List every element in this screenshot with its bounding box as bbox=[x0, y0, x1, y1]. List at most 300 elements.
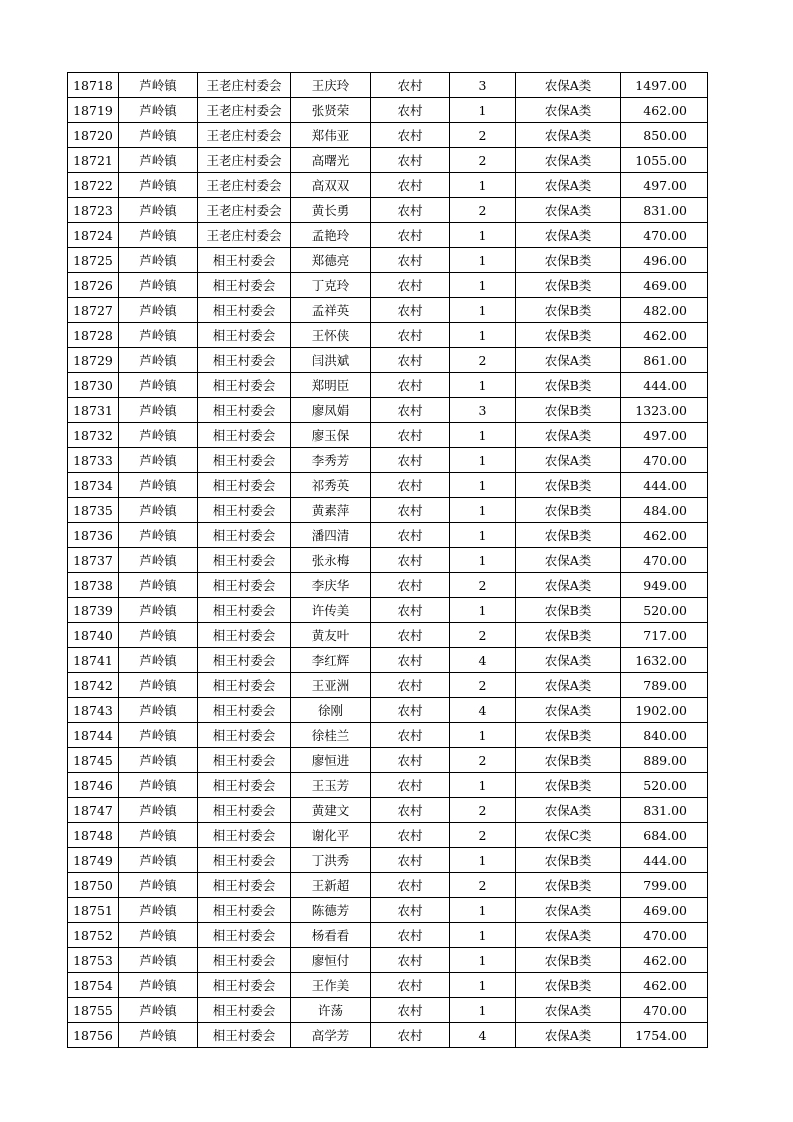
amount-cell: 444.00 bbox=[621, 473, 708, 498]
town-cell: 芦岭镇 bbox=[119, 73, 198, 98]
household-size-cell: 4 bbox=[450, 1023, 516, 1048]
amount-cell: 861.00 bbox=[621, 348, 708, 373]
village-cell: 相王村委会 bbox=[198, 723, 291, 748]
category-cell: 农保A类 bbox=[516, 998, 621, 1023]
area-cell: 农村 bbox=[371, 623, 450, 648]
amount-cell: 470.00 bbox=[621, 923, 708, 948]
serial-cell: 18754 bbox=[68, 973, 119, 998]
name-cell: 王亚洲 bbox=[291, 673, 371, 698]
serial-cell: 18740 bbox=[68, 623, 119, 648]
table-row bbox=[68, 698, 708, 723]
category-cell: 农保B类 bbox=[516, 398, 621, 423]
amount-cell: 1497.00 bbox=[621, 73, 708, 98]
town-cell: 芦岭镇 bbox=[119, 423, 198, 448]
table-row bbox=[68, 848, 708, 873]
name-cell: 李庆华 bbox=[291, 573, 371, 598]
serial-cell: 18719 bbox=[68, 98, 119, 123]
village-cell: 相王村委会 bbox=[198, 423, 291, 448]
amount-cell: 497.00 bbox=[621, 173, 708, 198]
household-size-cell: 2 bbox=[450, 573, 516, 598]
category-cell: 农保B类 bbox=[516, 273, 621, 298]
serial-cell: 18733 bbox=[68, 448, 119, 473]
village-cell: 王老庄村委会 bbox=[198, 173, 291, 198]
village-cell: 王老庄村委会 bbox=[198, 148, 291, 173]
village-cell: 相王村委会 bbox=[198, 823, 291, 848]
serial-cell: 18735 bbox=[68, 498, 119, 523]
amount-cell: 462.00 bbox=[621, 973, 708, 998]
area-cell: 农村 bbox=[371, 673, 450, 698]
serial-cell: 18739 bbox=[68, 598, 119, 623]
village-cell: 相王村委会 bbox=[198, 623, 291, 648]
household-size-cell: 2 bbox=[450, 198, 516, 223]
town-cell: 芦岭镇 bbox=[119, 923, 198, 948]
category-cell: 农保A类 bbox=[516, 648, 621, 673]
village-cell: 相王村委会 bbox=[198, 698, 291, 723]
village-cell: 相王村委会 bbox=[198, 898, 291, 923]
amount-cell: 831.00 bbox=[621, 798, 708, 823]
name-cell: 黄长勇 bbox=[291, 198, 371, 223]
amount-cell: 1632.00 bbox=[621, 648, 708, 673]
amount-cell: 1323.00 bbox=[621, 398, 708, 423]
table-row bbox=[68, 298, 708, 323]
town-cell: 芦岭镇 bbox=[119, 473, 198, 498]
amount-cell: 799.00 bbox=[621, 873, 708, 898]
serial-cell: 18755 bbox=[68, 998, 119, 1023]
area-cell: 农村 bbox=[371, 98, 450, 123]
category-cell: 农保B类 bbox=[516, 948, 621, 973]
roster-table bbox=[67, 72, 708, 1048]
area-cell: 农村 bbox=[371, 773, 450, 798]
household-size-cell: 2 bbox=[450, 748, 516, 773]
amount-cell: 717.00 bbox=[621, 623, 708, 648]
village-cell: 相王村委会 bbox=[198, 248, 291, 273]
area-cell: 农村 bbox=[371, 823, 450, 848]
area-cell: 农村 bbox=[371, 173, 450, 198]
area-cell: 农村 bbox=[371, 398, 450, 423]
serial-cell: 18722 bbox=[68, 173, 119, 198]
town-cell: 芦岭镇 bbox=[119, 173, 198, 198]
table-row bbox=[68, 973, 708, 998]
amount-cell: 831.00 bbox=[621, 198, 708, 223]
household-size-cell: 4 bbox=[450, 648, 516, 673]
serial-cell: 18744 bbox=[68, 723, 119, 748]
name-cell: 许传美 bbox=[291, 598, 371, 623]
table-row bbox=[68, 723, 708, 748]
town-cell: 芦岭镇 bbox=[119, 1023, 198, 1048]
name-cell: 高曙光 bbox=[291, 148, 371, 173]
name-cell: 丁洪秀 bbox=[291, 848, 371, 873]
name-cell: 闫洪斌 bbox=[291, 348, 371, 373]
roster-body bbox=[68, 73, 708, 1048]
town-cell: 芦岭镇 bbox=[119, 273, 198, 298]
serial-cell: 18748 bbox=[68, 823, 119, 848]
category-cell: 农保A类 bbox=[516, 73, 621, 98]
table-row bbox=[68, 748, 708, 773]
amount-cell: 889.00 bbox=[621, 748, 708, 773]
name-cell: 王作美 bbox=[291, 973, 371, 998]
table-row bbox=[68, 473, 708, 498]
name-cell: 李秀芳 bbox=[291, 448, 371, 473]
area-cell: 农村 bbox=[371, 698, 450, 723]
serial-cell: 18721 bbox=[68, 148, 119, 173]
town-cell: 芦岭镇 bbox=[119, 948, 198, 973]
category-cell: 农保A类 bbox=[516, 223, 621, 248]
name-cell: 丁克玲 bbox=[291, 273, 371, 298]
category-cell: 农保A类 bbox=[516, 548, 621, 573]
table-row bbox=[68, 123, 708, 148]
table-row bbox=[68, 498, 708, 523]
amount-cell: 462.00 bbox=[621, 323, 708, 348]
category-cell: 农保A类 bbox=[516, 573, 621, 598]
name-cell: 黄素萍 bbox=[291, 498, 371, 523]
table-row bbox=[68, 823, 708, 848]
household-size-cell: 1 bbox=[450, 423, 516, 448]
town-cell: 芦岭镇 bbox=[119, 523, 198, 548]
serial-cell: 18727 bbox=[68, 298, 119, 323]
household-size-cell: 1 bbox=[450, 248, 516, 273]
area-cell: 农村 bbox=[371, 73, 450, 98]
category-cell: 农保C类 bbox=[516, 823, 621, 848]
amount-cell: 470.00 bbox=[621, 998, 708, 1023]
area-cell: 农村 bbox=[371, 523, 450, 548]
area-cell: 农村 bbox=[371, 998, 450, 1023]
table-row bbox=[68, 248, 708, 273]
category-cell: 农保B类 bbox=[516, 723, 621, 748]
town-cell: 芦岭镇 bbox=[119, 248, 198, 273]
table-row bbox=[68, 873, 708, 898]
town-cell: 芦岭镇 bbox=[119, 773, 198, 798]
village-cell: 王老庄村委会 bbox=[198, 98, 291, 123]
household-size-cell: 1 bbox=[450, 923, 516, 948]
name-cell: 廖凤娟 bbox=[291, 398, 371, 423]
village-cell: 相王村委会 bbox=[198, 848, 291, 873]
serial-cell: 18730 bbox=[68, 373, 119, 398]
amount-cell: 469.00 bbox=[621, 273, 708, 298]
serial-cell: 18753 bbox=[68, 948, 119, 973]
village-cell: 相王村委会 bbox=[198, 323, 291, 348]
table-row bbox=[68, 623, 708, 648]
table-row bbox=[68, 373, 708, 398]
town-cell: 芦岭镇 bbox=[119, 748, 198, 773]
table-row bbox=[68, 998, 708, 1023]
serial-cell: 18750 bbox=[68, 873, 119, 898]
serial-cell: 18746 bbox=[68, 773, 119, 798]
table-row bbox=[68, 448, 708, 473]
village-cell: 相王村委会 bbox=[198, 298, 291, 323]
name-cell: 孟艳玲 bbox=[291, 223, 371, 248]
village-cell: 相王村委会 bbox=[198, 798, 291, 823]
amount-cell: 482.00 bbox=[621, 298, 708, 323]
village-cell: 相王村委会 bbox=[198, 873, 291, 898]
amount-cell: 462.00 bbox=[621, 948, 708, 973]
table-row bbox=[68, 648, 708, 673]
category-cell: 农保A类 bbox=[516, 448, 621, 473]
serial-cell: 18732 bbox=[68, 423, 119, 448]
household-size-cell: 1 bbox=[450, 223, 516, 248]
serial-cell: 18741 bbox=[68, 648, 119, 673]
table-row bbox=[68, 148, 708, 173]
household-size-cell: 1 bbox=[450, 173, 516, 198]
area-cell: 农村 bbox=[371, 223, 450, 248]
amount-cell: 684.00 bbox=[621, 823, 708, 848]
household-size-cell: 1 bbox=[450, 948, 516, 973]
serial-cell: 18751 bbox=[68, 898, 119, 923]
name-cell: 廖恒付 bbox=[291, 948, 371, 973]
village-cell: 相王村委会 bbox=[198, 998, 291, 1023]
household-size-cell: 1 bbox=[450, 298, 516, 323]
category-cell: 农保A类 bbox=[516, 423, 621, 448]
household-size-cell: 2 bbox=[450, 673, 516, 698]
serial-cell: 18724 bbox=[68, 223, 119, 248]
name-cell: 郑明臣 bbox=[291, 373, 371, 398]
household-size-cell: 1 bbox=[450, 323, 516, 348]
table-row bbox=[68, 598, 708, 623]
household-size-cell: 2 bbox=[450, 798, 516, 823]
household-size-cell: 3 bbox=[450, 398, 516, 423]
category-cell: 农保B类 bbox=[516, 748, 621, 773]
area-cell: 农村 bbox=[371, 448, 450, 473]
name-cell: 黄友叶 bbox=[291, 623, 371, 648]
household-size-cell: 1 bbox=[450, 998, 516, 1023]
table-row bbox=[68, 323, 708, 348]
category-cell: 农保B类 bbox=[516, 248, 621, 273]
town-cell: 芦岭镇 bbox=[119, 823, 198, 848]
town-cell: 芦岭镇 bbox=[119, 348, 198, 373]
category-cell: 农保A类 bbox=[516, 98, 621, 123]
category-cell: 农保B类 bbox=[516, 473, 621, 498]
category-cell: 农保B类 bbox=[516, 773, 621, 798]
table-row bbox=[68, 573, 708, 598]
village-cell: 相王村委会 bbox=[198, 523, 291, 548]
town-cell: 芦岭镇 bbox=[119, 373, 198, 398]
household-size-cell: 1 bbox=[450, 898, 516, 923]
category-cell: 农保A类 bbox=[516, 348, 621, 373]
area-cell: 农村 bbox=[371, 973, 450, 998]
village-cell: 相王村委会 bbox=[198, 498, 291, 523]
category-cell: 农保B类 bbox=[516, 623, 621, 648]
household-size-cell: 1 bbox=[450, 373, 516, 398]
serial-cell: 18725 bbox=[68, 248, 119, 273]
village-cell: 相王村委会 bbox=[198, 548, 291, 573]
category-cell: 农保A类 bbox=[516, 923, 621, 948]
category-cell: 农保B类 bbox=[516, 973, 621, 998]
amount-cell: 470.00 bbox=[621, 223, 708, 248]
village-cell: 相王村委会 bbox=[198, 448, 291, 473]
village-cell: 相王村委会 bbox=[198, 473, 291, 498]
serial-cell: 18752 bbox=[68, 923, 119, 948]
household-size-cell: 1 bbox=[450, 498, 516, 523]
household-size-cell: 1 bbox=[450, 98, 516, 123]
name-cell: 徐桂兰 bbox=[291, 723, 371, 748]
name-cell: 王怀侠 bbox=[291, 323, 371, 348]
town-cell: 芦岭镇 bbox=[119, 448, 198, 473]
serial-cell: 18749 bbox=[68, 848, 119, 873]
category-cell: 农保A类 bbox=[516, 698, 621, 723]
serial-cell: 18736 bbox=[68, 523, 119, 548]
village-cell: 王老庄村委会 bbox=[198, 223, 291, 248]
area-cell: 农村 bbox=[371, 498, 450, 523]
area-cell: 农村 bbox=[371, 423, 450, 448]
table-row bbox=[68, 273, 708, 298]
amount-cell: 789.00 bbox=[621, 673, 708, 698]
town-cell: 芦岭镇 bbox=[119, 573, 198, 598]
category-cell: 农保A类 bbox=[516, 898, 621, 923]
table-row bbox=[68, 773, 708, 798]
household-size-cell: 2 bbox=[450, 123, 516, 148]
name-cell: 张永梅 bbox=[291, 548, 371, 573]
amount-cell: 1902.00 bbox=[621, 698, 708, 723]
serial-cell: 18738 bbox=[68, 573, 119, 598]
amount-cell: 470.00 bbox=[621, 548, 708, 573]
serial-cell: 18743 bbox=[68, 698, 119, 723]
name-cell: 廖玉保 bbox=[291, 423, 371, 448]
table-row bbox=[68, 523, 708, 548]
category-cell: 农保B类 bbox=[516, 498, 621, 523]
household-size-cell: 1 bbox=[450, 848, 516, 873]
category-cell: 农保A类 bbox=[516, 123, 621, 148]
town-cell: 芦岭镇 bbox=[119, 148, 198, 173]
serial-cell: 18729 bbox=[68, 348, 119, 373]
table-row bbox=[68, 1023, 708, 1048]
area-cell: 农村 bbox=[371, 323, 450, 348]
name-cell: 祁秀英 bbox=[291, 473, 371, 498]
town-cell: 芦岭镇 bbox=[119, 298, 198, 323]
town-cell: 芦岭镇 bbox=[119, 673, 198, 698]
town-cell: 芦岭镇 bbox=[119, 623, 198, 648]
area-cell: 农村 bbox=[371, 948, 450, 973]
area-cell: 农村 bbox=[371, 1023, 450, 1048]
town-cell: 芦岭镇 bbox=[119, 498, 198, 523]
name-cell: 王玉芳 bbox=[291, 773, 371, 798]
table-row bbox=[68, 348, 708, 373]
area-cell: 农村 bbox=[371, 123, 450, 148]
serial-cell: 18726 bbox=[68, 273, 119, 298]
amount-cell: 444.00 bbox=[621, 848, 708, 873]
area-cell: 农村 bbox=[371, 548, 450, 573]
area-cell: 农村 bbox=[371, 723, 450, 748]
table-row bbox=[68, 798, 708, 823]
area-cell: 农村 bbox=[371, 748, 450, 773]
name-cell: 潘四清 bbox=[291, 523, 371, 548]
table-row bbox=[68, 173, 708, 198]
village-cell: 王老庄村委会 bbox=[198, 123, 291, 148]
amount-cell: 496.00 bbox=[621, 248, 708, 273]
town-cell: 芦岭镇 bbox=[119, 998, 198, 1023]
household-size-cell: 1 bbox=[450, 448, 516, 473]
amount-cell: 469.00 bbox=[621, 898, 708, 923]
amount-cell: 840.00 bbox=[621, 723, 708, 748]
amount-cell: 1754.00 bbox=[621, 1023, 708, 1048]
category-cell: 农保B类 bbox=[516, 523, 621, 548]
serial-cell: 18720 bbox=[68, 123, 119, 148]
village-cell: 相王村委会 bbox=[198, 973, 291, 998]
area-cell: 农村 bbox=[371, 373, 450, 398]
amount-cell: 949.00 bbox=[621, 573, 708, 598]
village-cell: 相王村委会 bbox=[198, 648, 291, 673]
name-cell: 郑伟亚 bbox=[291, 123, 371, 148]
village-cell: 相王村委会 bbox=[198, 948, 291, 973]
name-cell: 郑德亮 bbox=[291, 248, 371, 273]
village-cell: 相王村委会 bbox=[198, 748, 291, 773]
table-row bbox=[68, 898, 708, 923]
serial-cell: 18718 bbox=[68, 73, 119, 98]
name-cell: 李红辉 bbox=[291, 648, 371, 673]
amount-cell: 444.00 bbox=[621, 373, 708, 398]
household-size-cell: 2 bbox=[450, 873, 516, 898]
amount-cell: 520.00 bbox=[621, 773, 708, 798]
serial-cell: 18737 bbox=[68, 548, 119, 573]
household-size-cell: 1 bbox=[450, 273, 516, 298]
village-cell: 相王村委会 bbox=[198, 1023, 291, 1048]
name-cell: 高学芳 bbox=[291, 1023, 371, 1048]
area-cell: 农村 bbox=[371, 848, 450, 873]
category-cell: 农保B类 bbox=[516, 298, 621, 323]
household-size-cell: 2 bbox=[450, 623, 516, 648]
area-cell: 农村 bbox=[371, 473, 450, 498]
household-size-cell: 3 bbox=[450, 73, 516, 98]
name-cell: 孟祥英 bbox=[291, 298, 371, 323]
category-cell: 农保A类 bbox=[516, 198, 621, 223]
table-row bbox=[68, 423, 708, 448]
category-cell: 农保A类 bbox=[516, 1023, 621, 1048]
name-cell: 王新超 bbox=[291, 873, 371, 898]
town-cell: 芦岭镇 bbox=[119, 648, 198, 673]
serial-cell: 18756 bbox=[68, 1023, 119, 1048]
village-cell: 相王村委会 bbox=[198, 348, 291, 373]
household-size-cell: 1 bbox=[450, 523, 516, 548]
household-size-cell: 2 bbox=[450, 348, 516, 373]
town-cell: 芦岭镇 bbox=[119, 698, 198, 723]
table-row bbox=[68, 548, 708, 573]
household-size-cell: 2 bbox=[450, 823, 516, 848]
serial-cell: 18731 bbox=[68, 398, 119, 423]
name-cell: 杨看看 bbox=[291, 923, 371, 948]
category-cell: 农保B类 bbox=[516, 373, 621, 398]
village-cell: 相王村委会 bbox=[198, 273, 291, 298]
name-cell: 黄建文 bbox=[291, 798, 371, 823]
amount-cell: 470.00 bbox=[621, 448, 708, 473]
table-row bbox=[68, 223, 708, 248]
amount-cell: 462.00 bbox=[621, 523, 708, 548]
village-cell: 相王村委会 bbox=[198, 598, 291, 623]
serial-cell: 18734 bbox=[68, 473, 119, 498]
village-cell: 相王村委会 bbox=[198, 573, 291, 598]
amount-cell: 484.00 bbox=[621, 498, 708, 523]
area-cell: 农村 bbox=[371, 573, 450, 598]
village-cell: 王老庄村委会 bbox=[198, 73, 291, 98]
town-cell: 芦岭镇 bbox=[119, 323, 198, 348]
table-row bbox=[68, 398, 708, 423]
household-size-cell: 1 bbox=[450, 973, 516, 998]
area-cell: 农村 bbox=[371, 348, 450, 373]
village-cell: 王老庄村委会 bbox=[198, 198, 291, 223]
household-size-cell: 1 bbox=[450, 723, 516, 748]
town-cell: 芦岭镇 bbox=[119, 973, 198, 998]
table-row bbox=[68, 73, 708, 98]
amount-cell: 1055.00 bbox=[621, 148, 708, 173]
town-cell: 芦岭镇 bbox=[119, 873, 198, 898]
town-cell: 芦岭镇 bbox=[119, 848, 198, 873]
category-cell: 农保B类 bbox=[516, 323, 621, 348]
category-cell: 农保A类 bbox=[516, 798, 621, 823]
table-row bbox=[68, 673, 708, 698]
category-cell: 农保A类 bbox=[516, 173, 621, 198]
serial-cell: 18728 bbox=[68, 323, 119, 348]
table-row bbox=[68, 948, 708, 973]
name-cell: 廖恒进 bbox=[291, 748, 371, 773]
name-cell: 王庆玲 bbox=[291, 73, 371, 98]
name-cell: 徐刚 bbox=[291, 698, 371, 723]
